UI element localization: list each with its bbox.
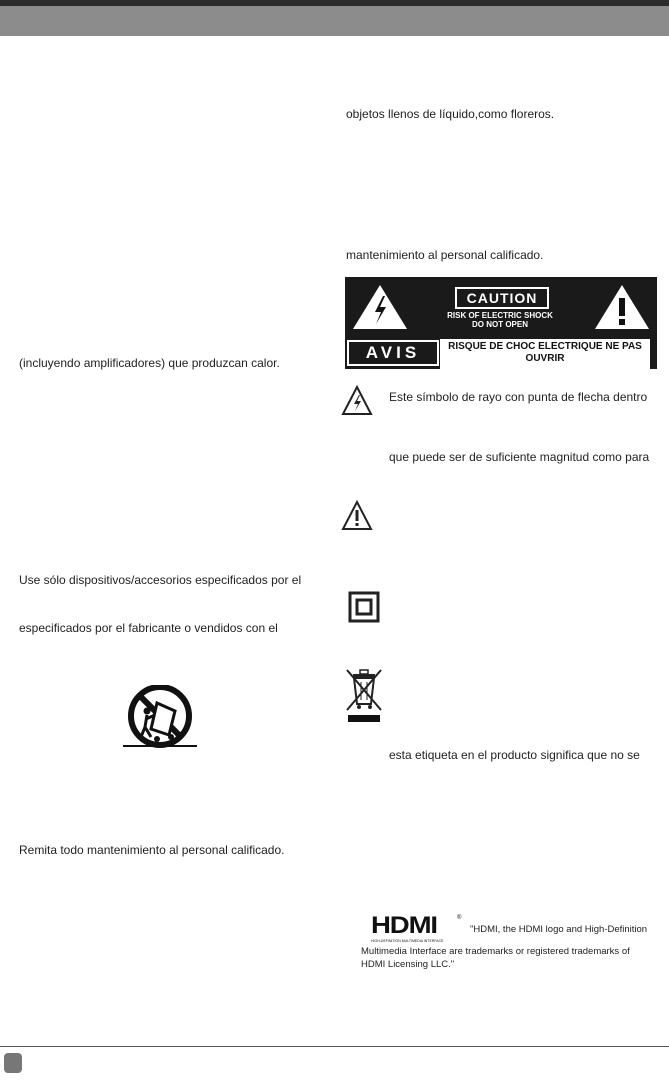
left-text-accessories: Use sólo dispositivos/accesorios especificados por el: [19, 573, 302, 587]
right-text-liquids: objetos llenos de líquido,como floreros.: [346, 107, 555, 121]
exclamation-triangle-icon: [341, 500, 373, 532]
hdmi-trademark-line3: HDMI Licensing LLC.": [361, 959, 455, 970]
hdmi-trademark-line2: Multimedia Interface are trademarks or registered trademarks of: [361, 946, 630, 957]
left-text-manufacturer: especificados por el fabricante o vendidos con el: [19, 621, 278, 635]
left-text-heat: (incluyendo amplificadores) que produzcan calor.: [19, 356, 280, 370]
hdmi-logo-tagline: HIGH-DEFINITION MULTIMEDIA INTERFACE: [371, 939, 444, 943]
caution-risk-line2: DO NOT OPEN: [471, 320, 528, 329]
lightning-triangle-icon: [341, 385, 373, 417]
footer-divider: [0, 1046, 669, 1047]
hdmi-logo-text: HDMI: [371, 912, 437, 939]
exclamation-triangle-icon: [592, 282, 652, 332]
right-text-service: mantenimiento al personal calificado.: [346, 248, 544, 262]
right-text-weee: esta etiqueta en el producto significa que no se: [389, 748, 640, 762]
hdmi-registered-mark: ®: [457, 915, 462, 921]
right-text-magnitude: que puede ser de suficiente magnitud como para: [389, 450, 650, 464]
hdmi-logo: [371, 912, 467, 945]
caution-title: CAUTION: [455, 287, 549, 309]
avis-warning-text: RISQUE DE CHOC ELECTRIQUE NE PAS OUVRIR: [440, 339, 650, 369]
crossed-out-bin-icon: [343, 666, 385, 724]
caution-risk-line1: RISK OF ELECTRIC SHOCK: [447, 311, 553, 320]
page-number-badge: [4, 1053, 22, 1073]
right-text-lightning: Este símbolo de rayo con punta de flecha dentro: [389, 390, 648, 404]
lightning-triangle-icon: [350, 282, 410, 332]
header-band: [0, 6, 669, 36]
hdmi-trademark-line1: "HDMI, the HDMI logo and High-Definition: [470, 924, 648, 935]
left-text-service: Remita todo mantenimiento al personal calificado.: [19, 843, 285, 857]
double-insulation-icon: [348, 591, 380, 623]
cart-tip-over-warning-icon: [117, 685, 203, 751]
avis-title: AVIS: [347, 340, 439, 366]
